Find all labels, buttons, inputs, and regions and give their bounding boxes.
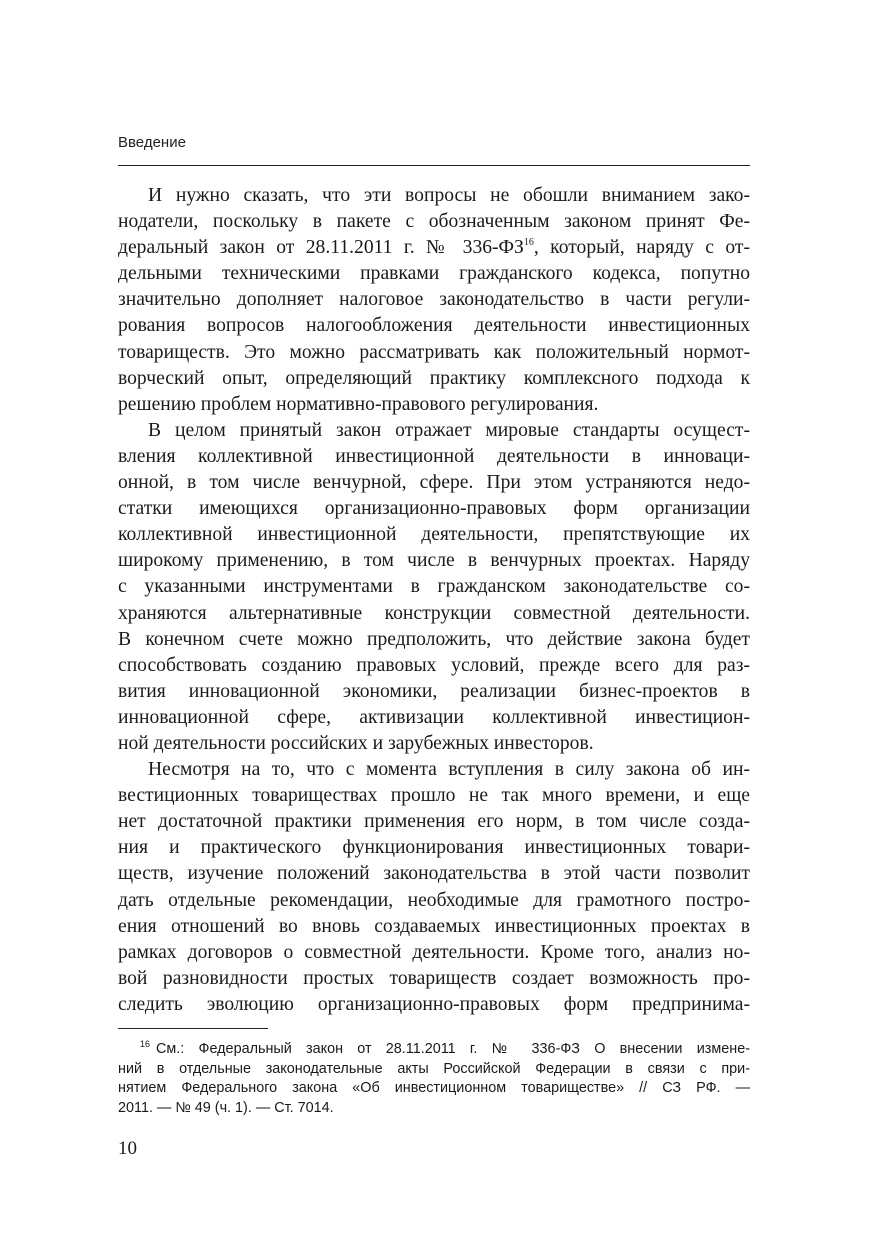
footnote-number: 16 — [140, 1039, 151, 1049]
text-line: вой разновидности простых товариществ создает возможность про- — [118, 967, 750, 989]
text-segment: деральный закон от 28.11.2011 г. № 336-ФЗ — [118, 237, 524, 259]
text-line: вития инновационной экономики, реализации бизнес-проектов в — [118, 680, 750, 702]
footnote-separator — [118, 1028, 268, 1029]
footnote — [118, 1040, 750, 1118]
main-text — [118, 183, 750, 1018]
text-line: Несмотря на то, что с момента вступления в силу закона об ин- — [148, 759, 750, 781]
text-line: вления коллективной инвестиционной деятельности в инноваци- — [118, 445, 750, 467]
footnote-line: ний в отдельные законодательные акты Российской Федерации в связи с при- — [118, 1060, 750, 1077]
text-line: статки имеющихся организационно-правовых форм организации — [118, 498, 750, 520]
text-line: В конечном счете можно предположить, что действие закона будет — [118, 628, 750, 650]
text-line: ществ, изучение положений законодательства в этой части позволит — [118, 863, 750, 885]
page-number: 10 — [118, 1138, 137, 1159]
footnote-line: 2011. — № 49 (ч. 1). — Ст. 7014. — [118, 1099, 334, 1116]
text-line: И нужно сказать, что эти вопросы не обошли вниманием зако- — [148, 185, 750, 206]
text-line: ворческий опыт, определяющий практику комплексного подхода к — [118, 367, 750, 389]
header-rule — [118, 165, 750, 166]
text-line: дельными техническими правками гражданского кодекса, попутно — [118, 263, 750, 285]
text-line: ния и практического функционирования инвестиционных товари- — [118, 837, 750, 859]
text-line: широкому применению, в том числе в венчурных проектах. Наряду — [118, 550, 750, 572]
text-line: рования вопросов налогообложения деятельности инвестиционных — [118, 315, 750, 337]
footnote-reference[interactable]: 16 — [523, 237, 534, 249]
text-line: нет достаточной практики применения его норм, в том числе созда- — [118, 811, 750, 833]
text-line: вестиционных товариществах прошло не так много времени, и еще — [118, 785, 750, 807]
text-segment: , который, наряду с от- — [533, 237, 750, 259]
text-line: товариществ. Это можно рассматривать как положительный нормот- — [118, 341, 750, 363]
text-line: В целом принятый закон отражает мировые стандарты осущест- — [148, 419, 750, 441]
text-line: ной деятельности российских и зарубежных инвесторов. — [118, 732, 594, 754]
footnote-text: См.: Федеральный закон от 28.11.2011 г. № 336-ФЗ О внесении измене- — [156, 1041, 750, 1057]
text-line: с указанными инструментами в гражданском законодательстве со- — [118, 576, 750, 598]
running-header: Введение — [118, 134, 186, 151]
text-line: нодатели, поскольку в пакете с обозначенным законом принят Фе- — [118, 211, 750, 233]
text-line: инновационной сфере, активизации коллективной инвестицион- — [118, 706, 750, 728]
text-line: дать отдельные рекомендации, необходимые для грамотного постро- — [118, 889, 750, 911]
footnote-line: нятием Федерального закона «Об инвестиционном товариществе» // СЗ РФ. — — [118, 1080, 750, 1096]
footnote-line — [118, 1040, 750, 1060]
text-line: решению проблем нормативно-правового регулирования. — [118, 393, 599, 415]
text-line: коллективной инвестиционной деятельности, препятствующие их — [118, 524, 750, 546]
text-line: рамках договоров о совместной деятельности. Кроме того, анализ но- — [118, 941, 750, 963]
text-line: способствовать созданию правовых условий, прежде всего для раз- — [118, 654, 750, 676]
text-line: онной, в том числе венчурной, сфере. При этом устраняются недо- — [118, 472, 750, 494]
text-line: ения отношений во вновь создаваемых инвестиционных проектах в — [118, 915, 750, 937]
text-line: значительно дополняет налоговое законодательство в части регули- — [118, 289, 750, 311]
text-line: храняются альтернативные конструкции совместной деятельности. — [118, 602, 750, 624]
text-line: следить эволюцию организационно-правовых форм предпринима- — [118, 993, 750, 1015]
text-line-with-footnote-ref — [118, 235, 750, 261]
